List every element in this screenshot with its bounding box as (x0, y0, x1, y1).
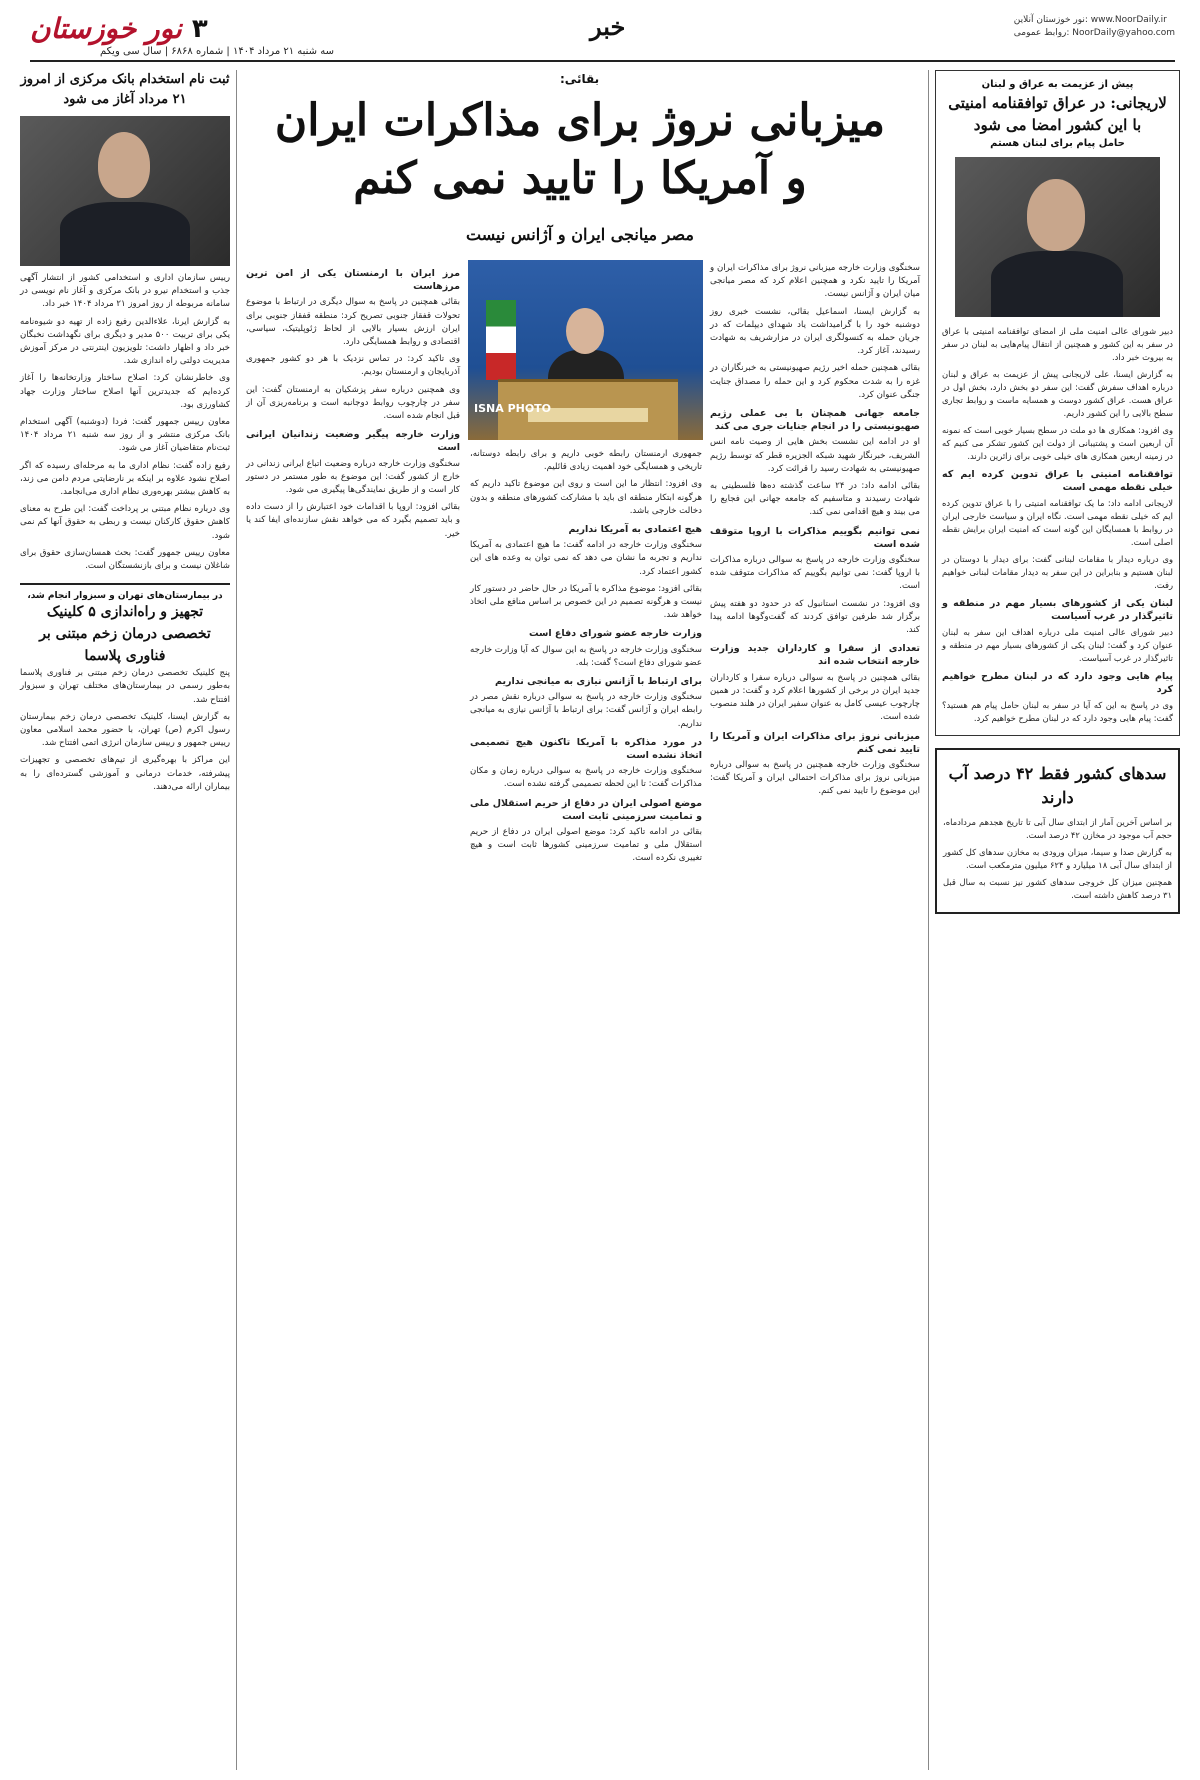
paragraph: بقائی همچنین در پاسخ به سوالی درباره سفرا و کارداران جدید ایران در برخی از کشورها اعلام کرد و گفت: در همین چارچوب عیسی کامل به عنوان سفیر ایران در هلند منصوب شده است. (710, 672, 920, 723)
paragraph: بقائی ادامه داد: در ۲۴ ساعت گذشته ده‌ها فلسطینی به شهادت رسیدند و متاسفیم که جامعه جهانی این فجایع را می بیند و هیچ اقدامی نمی کند. (710, 481, 920, 518)
site-email[interactable]: روابط عمومی: NoorDaily@yahoo.com (1013, 28, 1175, 38)
paragraph: معاون رییس جمهور گفت: فردا (دوشنبه) آگهی استخدام بانک مرکزی منتشر و از روز سه شنبه ۲۱ مرداد ۱۴۰۴ ثبت‌نام متقاضیان آغاز می شود. (20, 417, 230, 454)
larijani-photo (955, 157, 1160, 317)
section-title: خبر (590, 12, 626, 41)
paragraph: سخنگوی وزارت خارجه در پاسخ به سوالی درباره مذاکرات با اروپا گفت: نمی توانیم بگوییم که مذاکرات متوقف شده است. (710, 555, 920, 592)
paragraph: همچنین میزان کل خروجی سدهای کشور نیز نسبت به سال قبل ۳۱ درصد کاهش داشته است. (943, 877, 1172, 900)
paragraph: دبیر شورای عالی امنیت ملی درباره اهداف این سفر به لبنان عنوان کرد و گفت: لبنان یکی از کشورهای بسیار مهم در منطقه و تاثیرگذار در غرب آسیاست. (942, 627, 1173, 663)
portrait-face (1027, 179, 1085, 251)
story-title: تجهیز و راه‌اندازی ۵ کلینیک تخصصی درمان زخم مبتنی بر فناوری پلاسما (39, 604, 211, 665)
paragraph: پنج کلینیک تخصصی درمان زخم مبتنی بر فناوری پلاسما به‌طور رسمی در بیمارستان‌های مختلف تهران و سبزوار افتتاح شد. (20, 668, 230, 705)
main-column-c (246, 262, 460, 545)
paragraph: سخنگوی وزارت خارجه در پاسخ به این سوال که آیا وزارت خارجه عضو شورای دفاع است؟ گفت: بله. (470, 644, 702, 668)
photo-face (566, 308, 604, 354)
paragraph: لاریجانی ادامه داد: ما یک توافقنامه امنیتی را با عراق تدوین کرده ایم که خیلی نقطه مهمی است. نگاه ایران و سیاست خارجی ایران در روابط با همسایگان این گونه است که امنیت ایران برایش نقطه اصلی است. (942, 498, 1173, 547)
paragraph: سخنگوی وزارت خارجه در ادامه گفت: ما هیچ اعتمادی به آمریکا نداریم و تجربه ما نشان می دهد که نمی توان به وعده های این کشور اعتماد کرد. (470, 540, 702, 577)
story-body (20, 667, 230, 794)
subheading: وزارت خارجه پیگیر وضعیت زندانیان ایرانی است (246, 429, 460, 454)
paragraph: وی افزود: انتظار ما این است و روی این موضوع تاکید داریم که هرگونه ابتکار منطقه ای باید با مشارکت کشورهای منطقه و بدون دخالت خارجی باشد. (470, 479, 702, 516)
story-body (942, 325, 1173, 725)
paragraph: به گزارش صدا و سیما، میزان ورودی به مخازن سدهای کل کشور از ابتدای سال آبی ۱۸ میلیارد و ۶۲۴ میلیون مترمکعب است. (943, 847, 1172, 870)
dateline: سه شنبه ۲۱ مرداد ۱۴۰۴ | شماره ۶۸۶۸ | سال سی ویکم (100, 46, 334, 57)
paragraph: بقائی افزود: موضوع مذاکره با آمریکا در حال حاضر در دستور کار نیست و هرگونه تصمیم در این خصوص بر اساس منافع ملی اتخاذ خواهد شد. (470, 583, 702, 621)
paragraph: رفیع زاده گفت: نظام اداری ما به مرحله‌ای رسیده که اگر اصلاح نشود علاوه بر اینکه بر نارضایتی مردم دامن می زند، به کاهش بیشتر بهره‌وری نظام اداری می‌انجامد. (20, 460, 230, 498)
photo-credit: ISNA PHOTO (474, 402, 552, 415)
paragraph: وی افزود: در نشست استانبول که در حدود دو هفته پیش برگزار شد طرفین توافق کردند که گفت‌وگوها ادامه پیدا کند. (710, 598, 920, 636)
subheading: مرز ایران با ارمنستان یکی از امن ترین مرزهاست (246, 268, 460, 293)
subheading: میزبانی نروژ برای مذاکرات ایران و آمریکا را تایید نمی کنم (710, 730, 920, 755)
main-column-b (470, 448, 702, 870)
subheading: موضع اصولی ایران در دفاع از حریم استقلال ملی و تمامیت سرزمینی ثابت است (470, 797, 702, 822)
subheading: برای ارتباط با آژانس نیازی به میانجی نداریم (495, 676, 702, 688)
subheading: توافقنامه امنیتی با عراق تدوین کرده ایم که خیلی نقطه مهمی است (942, 469, 1173, 493)
paragraph: به گزارش ایسنا، کلینیک تخصصی درمان زخم بیمارستان رسول اکرم (ص) تهران، با حضور محمد اسلامی معاون رییس جمهور و رییس سازمان انرژی اتمی افتتاح شد. (20, 711, 230, 749)
paragraph: رییس سازمان اداری و استخدامی کشور از انتشار آگهی جذب و استخدام نیرو در بانک مرکزی و آغاز نام نویسی در سامانه مربوطه از روز امروز ۲۱ مرداد ۱۴۰۴ خبر داد. (20, 273, 230, 310)
site-url[interactable]: نور خوزستان آنلاین: www.NoorDaily.ir (1013, 15, 1167, 25)
subheading: هیچ اعتمادی به آمریکا نداریم (568, 524, 702, 536)
paragraph: دبیر شورای عالی امنیت ملی از امضای توافقنامه امنیتی با عراق در سفر به این کشور و همچنین از انتقال پیام‌هایی به لبنان در سفر به بیروت خبر داد. (942, 326, 1173, 362)
story-body (20, 272, 230, 573)
site-info (1014, 14, 1175, 40)
larijani-box (935, 70, 1180, 736)
paragraph: وی درباره دیدار با مقامات لبنانی گفت: برای دیدار با دوستان در لبنان هستیم و بنابراین در این سفر به دیدار مقامات لبنانی خواهیم رفت. (942, 554, 1173, 590)
headline-line: میزبانی نروژ برای مذاکرات ایران (274, 95, 886, 146)
paragraph: به گزارش ایرنا، علاءالدین رفیع زاده از تهیه دو شیوه‌نامه یکی برای تربیت ۵۰۰ مدیر و دیگری برای نگهداشت نخبگان خبر داد و اظهار داشت: تلویزیون اینترنتی در مرکز آموزش مدیریت دولتی راه اندازی شد. (20, 316, 230, 367)
subheading: تعدادی از سفرا و کارداران جدید وزارت خارجه انتخاب شده اند (710, 643, 920, 668)
paragraph: سخنگوی وزارت خارجه همچنین در پاسخ به سوالی درباره میزبانی نروژ برای مذاکرات احتمالی ایران و آمریکا گفت: این موضوع را تایید نمی کنم. (710, 759, 920, 797)
subheading: در مورد مذاکره با آمریکا تاکنون هیچ تصمیمی اتخاذ نشده است (470, 736, 702, 762)
paragraph: بر اساس آخرین آمار از ابتدای سال آبی تا تاریخ هجدهم مردادماه، حجم آب موجود در مخازن ۴۲ درصد است. (943, 817, 1172, 840)
main-headline (240, 92, 920, 208)
story-title: ثبت نام استخدام بانک مرکزی از امروز ۲۱ مرداد آغاز می شود (20, 72, 230, 107)
story-subtitle: حامل پیام برای لبنان هستم (990, 138, 1125, 149)
paragraph: وی درباره نظام مبتنی بر پرداخت گفت: این طرح به معنای کاهش حقوق کارکنان نیست و ربطی به حقوق آنها کم نمی شود. (20, 504, 230, 541)
paragraph: بقائی همچنین در پاسخ به سوال دیگری در ارتباط با موضوع تحولات قفقاز جنوبی تصریح کرد: منطقه قفقاز جنوبی برای ایران ارزش بسیار بالایی از لحاظ ژئوپلیتیک، سیاسی، اقتصادی و روابط همسایگی دارد. (246, 297, 460, 348)
paragraph: وی همچنین درباره سفر پزشکیان به ارمنستان گفت: این سفر در چارچوب روابط دوجانبه است و برنامه‌ریزی آن از قبل انجام شده است. (246, 384, 460, 422)
paragraph: جمهوری ارمنستان رابطه خوبی داریم و برای رابطه دوستانه، تاریخی و همسایگی خود اهمیت زیادی قائلیم. (470, 449, 702, 473)
water-body (943, 816, 1172, 902)
plasma-story (20, 583, 230, 794)
paragraph: وی تاکید کرد: در تماس نزدیک با هر دو کشور جمهوری آذربایجان و ارمنستان بودیم. (246, 354, 460, 378)
page-number: ۳ (191, 13, 208, 44)
story-title: لاریجانی: در عراق توافقنامه امنیتی با این کشور امضا می شود (948, 94, 1167, 134)
paragraph: بقائی افزود: اروپا با اقدامات خود اعتبارش را از دست داده و باید تصمیم بگیرد که می خواهد نقش سازنده‌ای ایفا کند یا خیر. (246, 502, 460, 539)
paragraph: این مراکز با بهره‌گیری از تیم‌های تخصصی و تجهیزات پیشرفته، خدمات درمانی و آموزشی گسترده‌ای را به بیماران ارائه می‌دهند. (20, 755, 230, 792)
headline-line: و آمریکا را تایید نمی کنم (353, 153, 807, 204)
spokesman-photo (468, 260, 703, 440)
paragraph: به گزارش ایسنا، اسماعیل بقائی، نشست خبری روز دوشنبه خود را با گرامیداشت یاد شهدای دیپلمات که در جریان حمله به کنسولگری ایران در مزارشریف به شهادت رسیدند، آغاز کرد. (710, 306, 920, 357)
column-divider (236, 70, 237, 1770)
paragraph: سخنگوی وزارت خارجه در پاسخ به سوالی درباره زمان و مکان مذاکرات گفت: تا این لحظه تصمیمی گرفته نشده است. (470, 766, 702, 790)
official-photo (20, 116, 230, 266)
portrait-face (98, 132, 150, 198)
story-kicker: در بیمارستان‌های تهران و سبزوار انجام شد، (27, 591, 223, 602)
water-title: سدهای کشور فقط ۴۲ درصد آب دارند (948, 764, 1167, 807)
main-subhead: مصر میانجی ایران و آژانس نیست (466, 225, 694, 244)
paragraph: وی خاطرنشان کرد: اصلاح ساختار وزارتخانه‌ها را آغاز کرده‌ایم که جدیدترین آنها اصلاح ساختار وزارت جهاد کشاورزی بود. (20, 373, 230, 410)
subheading: پیام هایی وجود دارد که در لبنان مطرح خواهیم کرد (942, 671, 1173, 695)
portrait-suit (60, 202, 190, 266)
brand-logo: نور خوزستان (30, 12, 182, 45)
paragraph: وی افزود: همکاری ها دو ملت در سطح بسیار خوبی است که نمونه آن اربعین است و پشتیبانی از دولت این کشور تشکر می کنیم که در زمینه اربعین همکاری های خیلی خوبی برای زائرین دارند. (942, 425, 1173, 461)
paragraph: سخنگوی وزارت خارجه میزبانی نروژ برای مذاکرات ایران و آمریکا را تایید نکرد و همچنین اعلام کرد که مصر میانجی میان ایران و آژانس نیست. (710, 263, 920, 300)
subheading: نمی توانیم بگوییم مذاکرات با اروپا متوقف شده است (710, 525, 920, 550)
masthead (30, 12, 1175, 62)
paragraph: بقائی همچنین حمله اخیر رژیم صهیونیستی به خبرنگاران در غزه را به شدت محکوم کرد و این حمله را مصداق جنایت جنگی عنوان کرد. (710, 363, 920, 400)
paragraph: سخنگوی وزارت خارجه در پاسخ به سوالی درباره نقش مصر در رابطه ایران و آژانس گفت: برای ارتباط با آژانس نیازی به میانجی نداریم. (470, 692, 702, 729)
paragraph: به گزارش ایسنا، علی لاریجانی پیش از عزیمت به عراق و لبنان درباره اهداف سفرش گفت: این سفر دو بخش دارد، بخش اول در عراق هست. عراق کشور دوست و همسایه ماست و روابط تجاری سطح بالایی را این کشور داریم. (942, 369, 1173, 418)
paragraph: بقائی در ادامه تاکید کرد: موضع اصولی ایران در دفاع از حریم استقلال ملی و تمامیت سرزمینی کشورها ثابت است و هیچ تغییری نکرده است. (470, 827, 702, 864)
story-kicker: پیش از عزیمت به عراق و لبنان (981, 79, 1134, 90)
column-divider (928, 70, 929, 1770)
paragraph: او در ادامه این نشست بخش هایی از وصیت نامه انس الشریف، خبرنگار شهید شبکه الجزیره قطر که توسط رژیم صهیونیستی به شهادت رسید را قرائت کرد. (710, 437, 920, 474)
flag-shape (486, 300, 516, 380)
paragraph: سخنگوی وزارت خارجه درباره وضعیت اتباع ایرانی زندانی در خارج از کشور گفت: این موضوع به طور مستمر در دستور کار است و از طریق نمایندگی‌ها پیگیری می شود. (246, 458, 460, 496)
paragraph: وی در پاسخ به این که آیا در سفر به لبنان حامل پیام هم هستید؟ گفت: پیام هایی وجود دارد که در لبنان مطرح خواهیم کرد. (942, 700, 1173, 723)
subheading: جامعه جهانی همچنان با بی عملی رژیم صهیونیستی را در انجام جنایات جری می کند (710, 408, 920, 433)
subheading: لبنان یکی از کشورهای بسیار مهم در منطقه و تاثیرگذار در غرب آسیاست (942, 598, 1173, 622)
main-column-a (710, 262, 920, 803)
subheading: وزارت خارجه عضو شورای دفاع است (528, 628, 702, 640)
brand-block (30, 12, 208, 45)
left-column (20, 70, 230, 798)
main-kicker: بقائی: (560, 72, 600, 86)
right-column (935, 70, 1180, 914)
paragraph: معاون رییس جمهور گفت: بحث همسان‌سازی حقوق برای شاغلان نیست و برای بازنشستگان است. (20, 547, 230, 572)
portrait-suit (991, 251, 1123, 317)
water-box (935, 748, 1180, 914)
